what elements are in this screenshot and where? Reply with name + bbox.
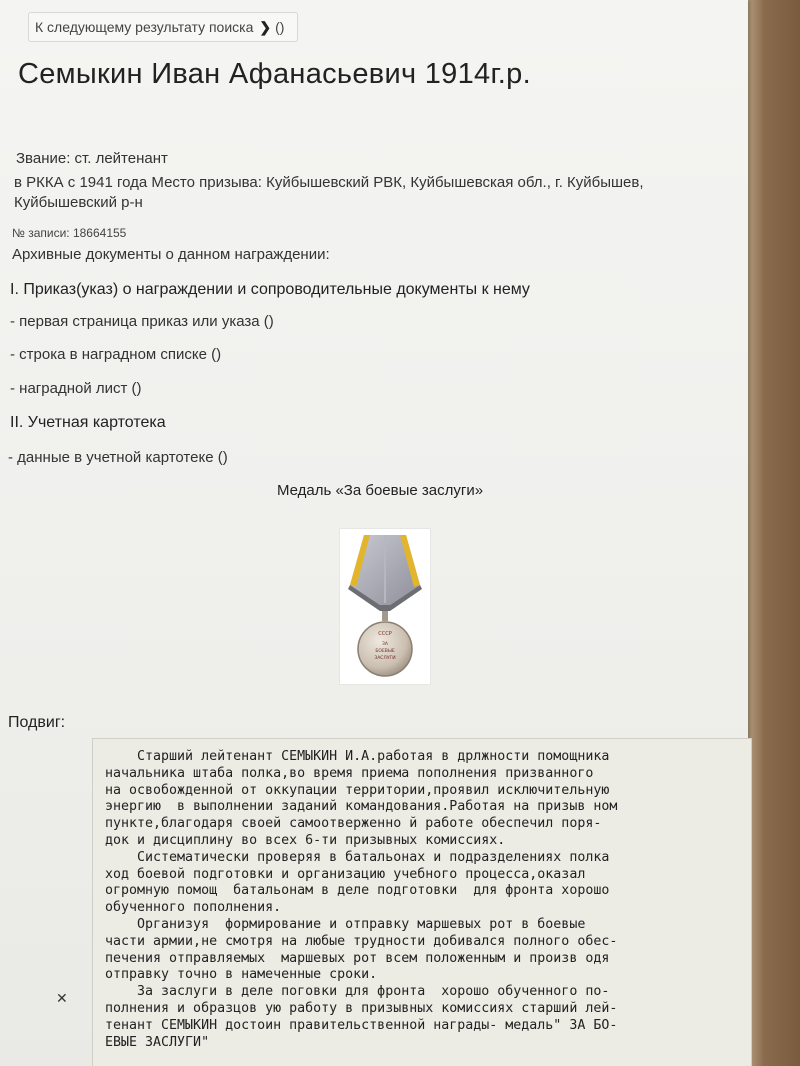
feat-line: обученного пополнения. [105,900,282,916]
feat-line: док и дисциплину во всех 6-ти призывных комиссиях. [105,832,506,848]
feat-line: части армии,не смотря на любые трудности добивался полного обес- [105,933,618,949]
svg-text:СССР: СССР [378,631,392,637]
section-card-heading: II. Учетная картотека [10,414,166,431]
doc-link-award-list-row[interactable]: - строка в наградном списке () [10,346,222,363]
chevron-right-icon: ❯ [259,18,272,35]
doc-link-card-data[interactable]: - данные в учетной картотеке () [8,449,228,466]
archive-heading: Архивные документы о данном награждении: [12,246,330,263]
feat-line: начальника штаба полка,во время приема пополнения призванного [105,765,594,781]
medal-title: Медаль «За боевые заслуги» [276,482,484,499]
feat-line: тенант СЕМЫКИН достоин правительственной награды- медаль" ЗА БО- [105,1017,618,1033]
feat-line: на освобожденной от оккупации территории,проявил исключительную [105,782,610,798]
feat-line: Систематически проверяя в батальонах и подразделениях полка [105,849,610,865]
doc-link-order-page[interactable]: - первая страница приказ или указа () [10,313,274,330]
rank-text: Звание: ст. лейтенант [16,150,168,167]
record-number: № записи: 18664155 [12,226,127,240]
next-result-label: К следующему результату поиска [35,19,254,35]
svg-text:БОЕВЫЕ: БОЕВЫЕ [375,649,395,654]
service-text-line1: в РККА с 1941 года Место призыва: Куйбышевский РВК, Куйбышевская обл., г. Куйбышев, [14,174,644,191]
feat-line: отправку точно в намеченные сроки. [105,967,378,983]
medal-icon [340,529,430,684]
feat-line: огромную помощ батальонам в деле подготовки для фронта хорошо [105,883,610,899]
feat-label: Подвиг: [8,714,66,731]
service-text-line2: Куйбышевский р-н [14,194,143,211]
feat-typewritten-scan [92,738,752,1066]
feat-line: печения отправляемых маршевых рот всем положенным и произв одя [105,950,610,966]
feat-line: Старший лейтенант СЕМЫКИН И.А.работая в дрлжности помощника [105,749,610,764]
svg-text:ЗА: ЗА [382,642,388,647]
feat-line: ЕВЫЕ ЗАСЛУГИ" [105,1034,210,1050]
feat-line: полнения и образцов ую работу в призывных комиссиях старший лей- [105,1000,618,1016]
next-result-suffix: () [275,19,285,35]
feat-line: энергию в выполнении заданий командования.Работая на призыв ном [105,799,618,815]
pen-mark: ✕ [56,990,68,1006]
page-title: Семыкин Иван Афанасьевич 1914г.р. [18,58,531,90]
feat-line: Организуя формирование и отправку маршевых рот в боевые [105,916,586,932]
svg-text:ЗАСЛУГИ: ЗАСЛУГИ [374,656,396,661]
feat-line: пункте,благодаря своей самоотверженно й работе обеспечил поря- [105,816,602,832]
feat-line: За заслуги в деле поговки для фронта хорошо обученного по- [105,984,610,1000]
medal-image[interactable] [339,528,431,685]
section-order-heading: I. Приказ(указ) о награждении и сопроводительные документы к нему [10,281,530,298]
feat-line: ход боевой подготовки и организацию учебного процесса,оказал [105,866,586,882]
doc-link-award-sheet[interactable]: - наградной лист () [10,380,142,397]
next-result-link[interactable] [28,12,298,42]
